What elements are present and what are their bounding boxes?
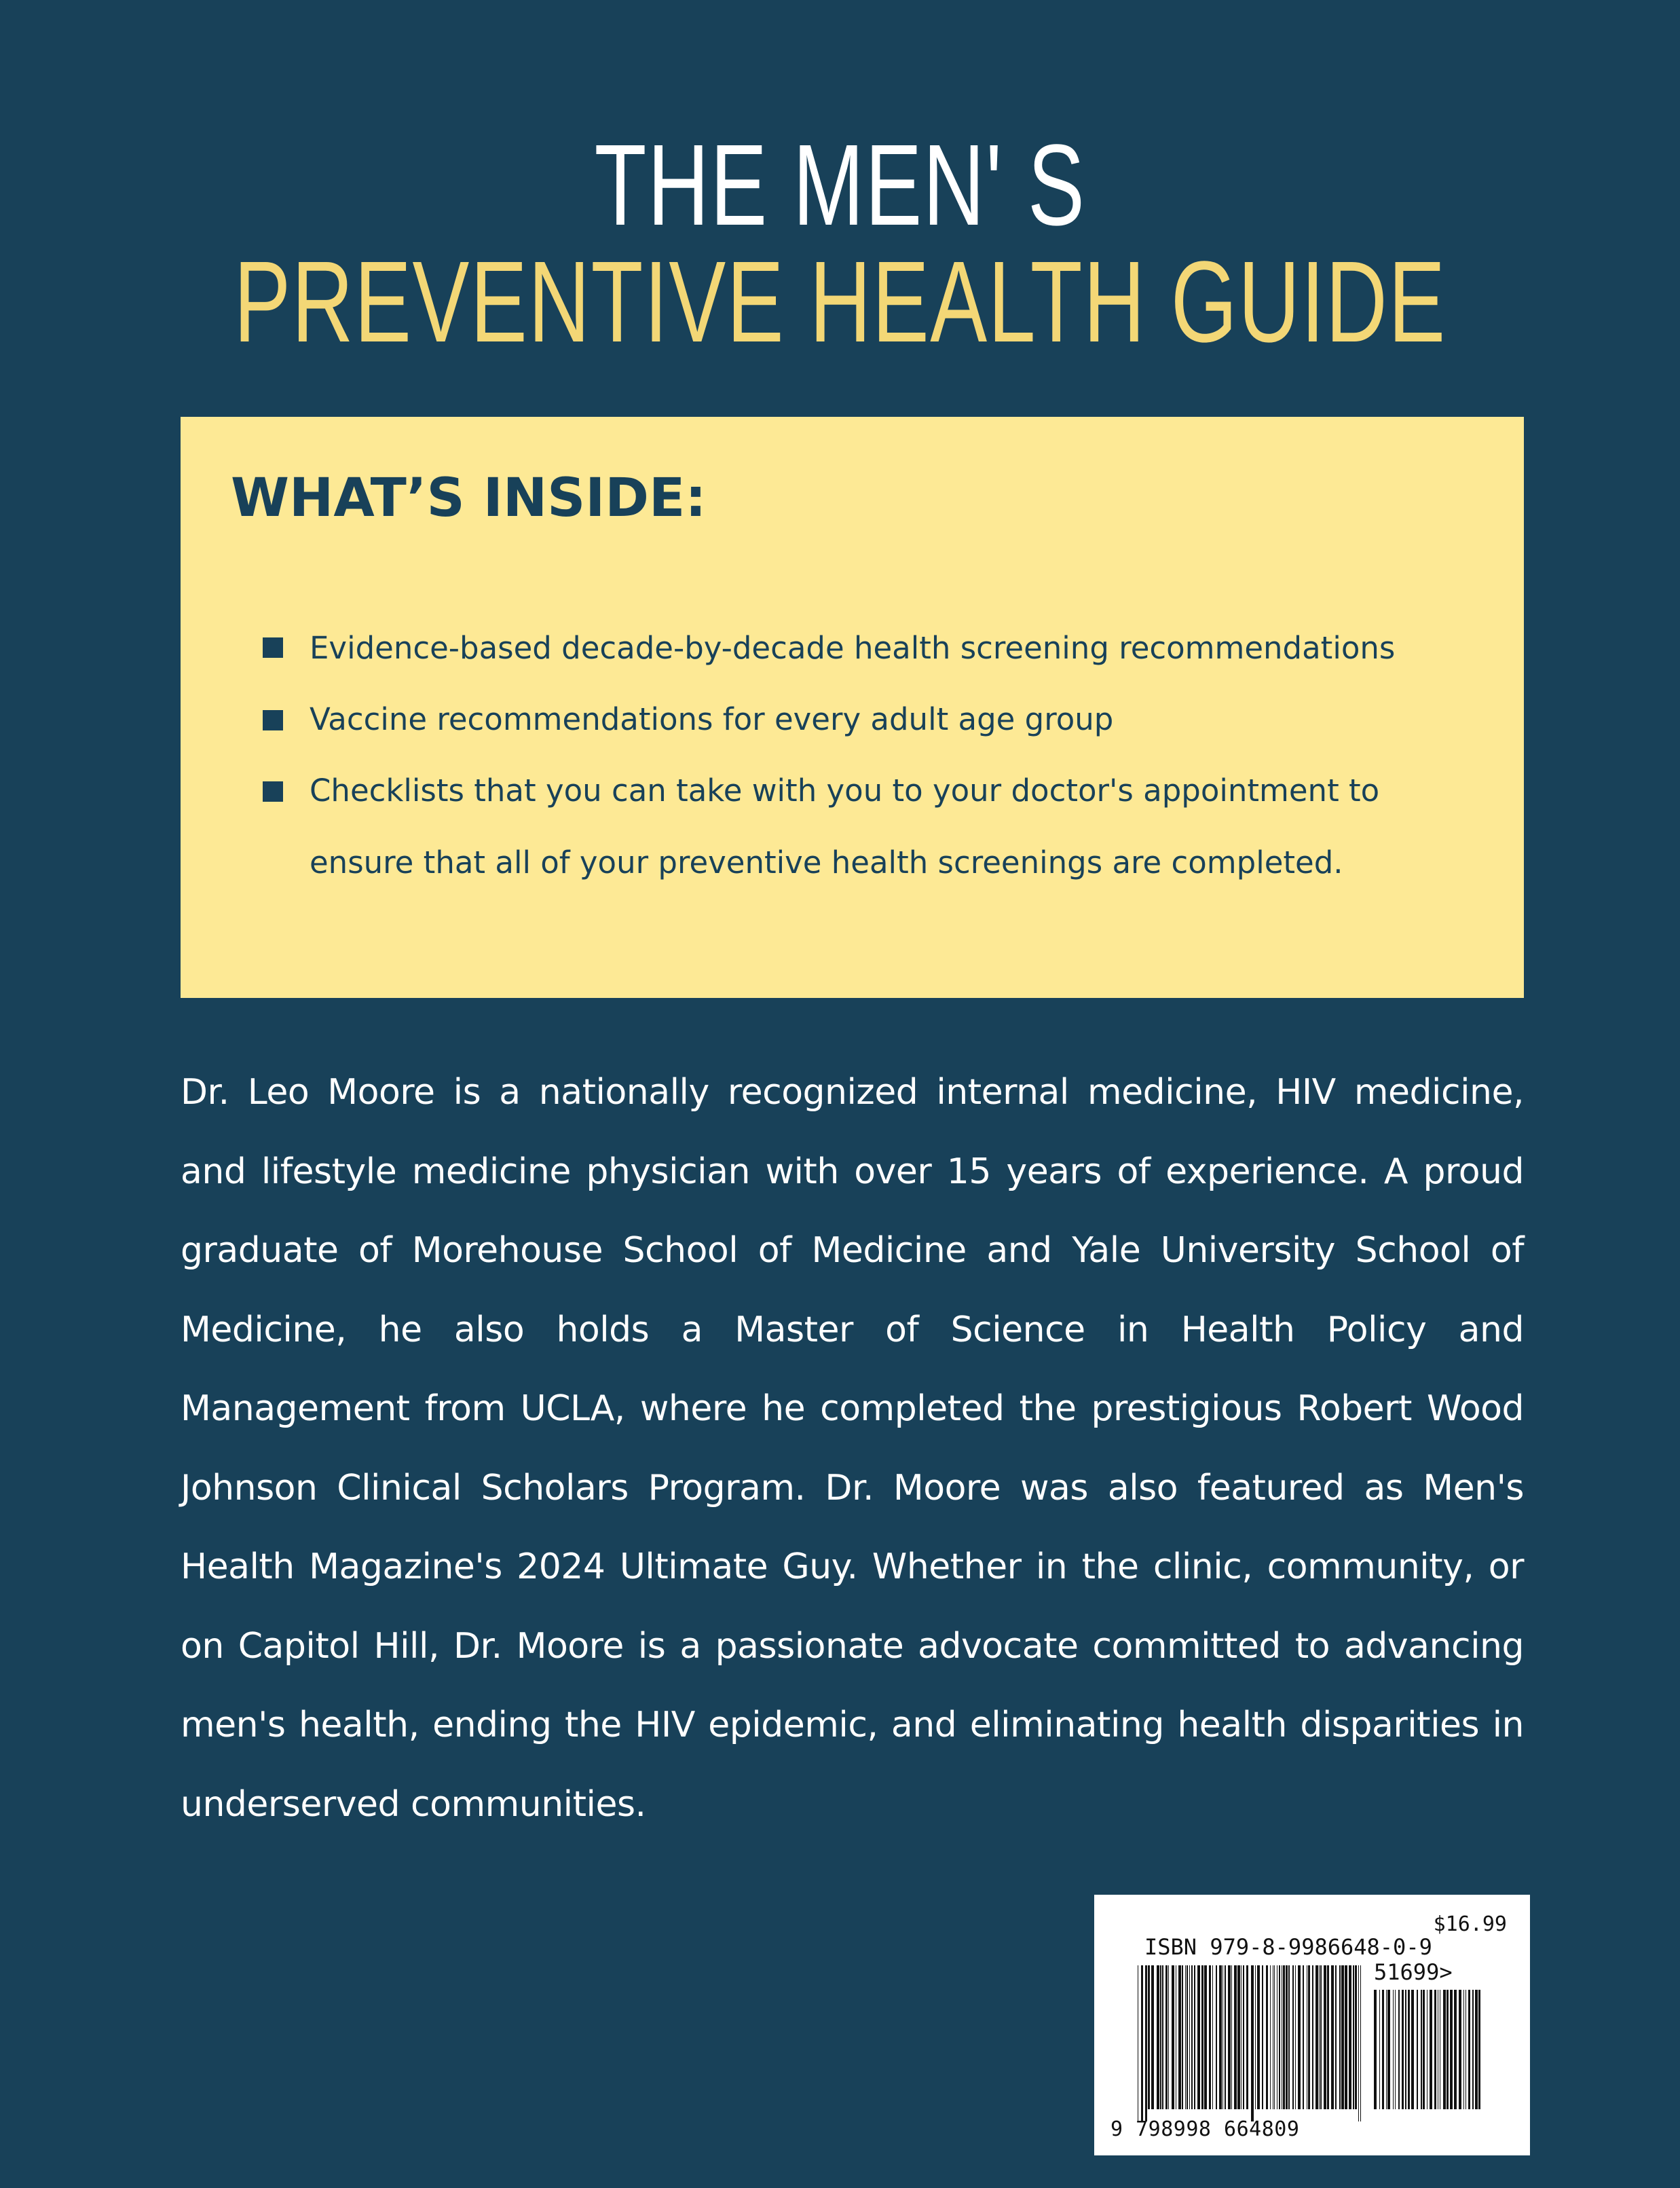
barcode-bar <box>1201 1965 1203 2109</box>
author-bio <box>181 1053 1524 1844</box>
barcode-bar <box>1187 1965 1188 2109</box>
barcode-bar <box>1475 1990 1478 2109</box>
barcode-bar <box>1209 1965 1211 2109</box>
inside-list-item: Checklists that you can take with you to your doctor's appointment to <box>310 773 1380 809</box>
barcode-bar <box>1141 1965 1143 2121</box>
bio-line: on Capitol Hill, Dr. Moore is a passionate advocate committed to advancing <box>181 1625 1524 1667</box>
barcode-bar <box>1185 1965 1186 2109</box>
barcode-bar <box>1219 1965 1222 2109</box>
barcode-bar <box>1168 1965 1169 2109</box>
bio-line: Johnson Clinical Scholars Program. Dr. Moore was also featured as Men's <box>181 1467 1524 1508</box>
barcode-bar <box>1270 1965 1271 2109</box>
addon-barcode-bars <box>1374 1990 1482 2121</box>
barcode-bar <box>1266 1965 1268 2109</box>
barcode-bar <box>1358 1965 1359 2121</box>
barcode-bar <box>1374 1990 1377 2109</box>
barcode-bar <box>1257 1965 1260 2109</box>
barcode-bar <box>1349 1965 1351 2109</box>
barcode-bar <box>1335 1965 1337 2109</box>
barcode-bar <box>1324 1965 1326 2109</box>
isbn-label: ISBN 979-8-9986648-0-9 <box>1144 1934 1432 1960</box>
barcode-bar <box>1178 1965 1181 2109</box>
barcode-bar <box>1443 1990 1446 2109</box>
title-line-1: THE MEN' S <box>594 121 1086 250</box>
barcode-bar <box>1434 1990 1436 2109</box>
barcode-bar <box>1405 1990 1406 2109</box>
barcode-bar <box>1237 1965 1240 2109</box>
barcode-box <box>1094 1895 1530 2155</box>
barcode-bar <box>1312 1965 1313 2109</box>
barcode-bar <box>1382 1990 1384 2109</box>
bullet-square-icon <box>263 637 283 658</box>
barcode-bar <box>1417 1990 1418 2109</box>
barcode-bar <box>1283 1965 1285 2109</box>
barcode-bar <box>1162 1965 1163 2109</box>
inside-list-item: Evidence-based decade-by-decade health screening recommendations <box>310 630 1396 666</box>
inside-list-item-continued: ensure that all of your preventive health screenings are completed. <box>310 845 1343 880</box>
barcode-bar <box>1454 1990 1457 2109</box>
bio-line: graduate of Morehouse School of Medicine and Yale University School of <box>181 1230 1524 1271</box>
barcode-bar <box>1411 1990 1414 2109</box>
barcode-bar <box>1353 1965 1354 2109</box>
barcode-bar <box>1386 1990 1387 2109</box>
barcode-bar <box>1327 1965 1329 2109</box>
barcode-bar <box>1468 1990 1470 2109</box>
barcode-bar <box>1148 1965 1150 2109</box>
barcode-bar <box>1251 1965 1254 2121</box>
barcode-bar <box>1308 1965 1310 2109</box>
barcode-bar <box>1189 1965 1190 2109</box>
barcode-bar <box>1478 1990 1480 2109</box>
barcode-bar <box>1204 1965 1207 2109</box>
barcode-bar <box>1379 1990 1380 2109</box>
barcode-bar <box>1212 1965 1213 2109</box>
price-label: $16.99 <box>1433 1912 1507 1936</box>
bio-line: Management from UCLA, where he completed the prestigious Robert Wood <box>181 1388 1524 1429</box>
bio-line: men's health, ending the HIV epidemic, and eliminating health disparities in <box>181 1705 1524 1745</box>
barcode-bar <box>1315 1965 1318 2109</box>
barcode-bar <box>1472 1990 1474 2109</box>
barcode-bar <box>1331 1965 1334 2109</box>
inside-list-item: Vaccine recommendations for every adult age group <box>310 701 1114 737</box>
barcode-bar <box>1231 1965 1232 2109</box>
bullet-square-icon <box>263 710 283 730</box>
barcode-bar <box>1279 1965 1280 2109</box>
barcode-bar <box>1197 1965 1200 2109</box>
barcode-bar <box>1160 1965 1161 2109</box>
barcode-number: 9 798998 664809 <box>1110 2117 1300 2141</box>
barcode-bar <box>1319 1965 1320 2109</box>
barcode-bar <box>1222 1965 1223 2109</box>
barcode-bar <box>1157 1965 1159 2109</box>
bio-line: Health Magazine's 2024 Ultimate Guy. Whether in the clinic, community, or <box>181 1546 1524 1587</box>
barcode-bar <box>1262 1965 1263 2109</box>
barcode-bar <box>1387 1990 1390 2109</box>
barcode-bar <box>1151 1965 1154 2109</box>
barcode-bar <box>1393 1990 1394 2109</box>
barcode-bar <box>1463 1990 1464 2109</box>
ean-barcode-bars <box>1138 1965 1363 2121</box>
barcode-bar <box>1450 1990 1453 2109</box>
bio-line: and lifestyle medicine physician with over 15 years of experience. A proud <box>181 1151 1524 1192</box>
barcode-bar <box>1165 1965 1168 2109</box>
barcode-bar <box>1395 1990 1396 2109</box>
barcode-bar <box>1298 1965 1301 2109</box>
barcode-bar <box>1421 1990 1422 2109</box>
bio-line: Medicine, he also holds a Master of Science in Health Policy and <box>181 1309 1524 1350</box>
title-line-2: PREVENTIVE HEALTH GUIDE <box>234 238 1446 367</box>
barcode-bar <box>1295 1965 1296 2109</box>
barcode-bar <box>1241 1965 1242 2109</box>
barcode-bar <box>1243 1965 1244 2109</box>
price-addon-code: 51699> <box>1374 1959 1453 1985</box>
barcode-bar <box>1345 1965 1347 2109</box>
whats-inside-heading: WHAT’S INSIDE: <box>231 468 707 529</box>
barcode-bar <box>1216 1965 1217 2109</box>
whats-inside-box <box>181 417 1524 998</box>
barcode-bar <box>1320 1965 1322 2109</box>
barcode-bar <box>1446 1990 1449 2109</box>
barcode-bar <box>1355 1965 1357 2109</box>
barcode-bar <box>1423 1990 1425 2109</box>
barcode-bar <box>1255 1965 1256 2109</box>
barcode-bar <box>1246 1965 1248 2109</box>
barcode-bar <box>1408 1990 1410 2109</box>
bio-line: Dr. Leo Moore is a nationally recognized internal medicine, HIV medicine, <box>181 1072 1524 1113</box>
barcode-bar <box>1194 1965 1195 2109</box>
barcode-bar <box>1191 1965 1193 2109</box>
bullet-square-icon <box>263 781 283 802</box>
barcode-bar <box>1172 1965 1174 2109</box>
barcode-bar <box>1430 1990 1432 2109</box>
barcode-bar <box>1339 1965 1341 2109</box>
barcode-bar <box>1303 1965 1304 2109</box>
barcode-bar <box>1398 1990 1400 2109</box>
barcode-bar <box>1286 1965 1288 2109</box>
barcode-bar <box>1292 1965 1294 2109</box>
barcode-bar <box>1234 1965 1237 2109</box>
barcode-bar <box>1402 1990 1404 2109</box>
barcode-bar <box>1145 1965 1147 2121</box>
barcode-bar <box>1341 1965 1344 2109</box>
barcode-bar <box>1228 1965 1231 2109</box>
barcode-bar <box>1182 1965 1183 2109</box>
barcode-bar <box>1360 1965 1361 2121</box>
barcode-bar <box>1288 1965 1290 2109</box>
barcode-bar <box>1274 1965 1275 2109</box>
barcode-bar <box>1225 1965 1226 2109</box>
barcode-bar <box>1459 1990 1461 2109</box>
bio-line: underserved communities. <box>181 1783 646 1825</box>
